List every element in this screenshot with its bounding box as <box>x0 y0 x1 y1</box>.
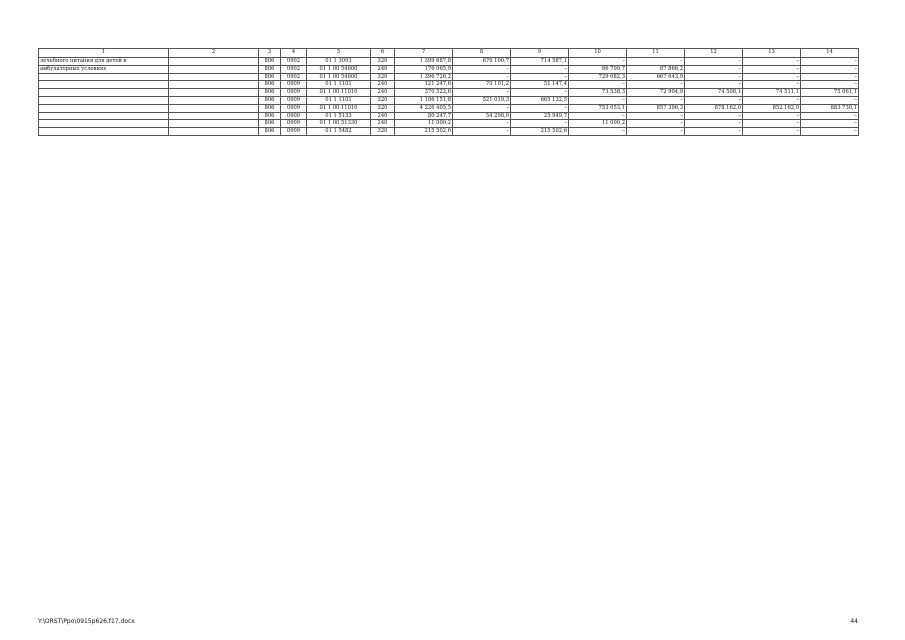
table-cell <box>39 128 169 136</box>
table-cell: 806 <box>259 128 281 136</box>
table-cell <box>169 112 259 120</box>
table-cell <box>169 128 259 136</box>
table-cell: – <box>685 96 743 104</box>
column-number: 5 <box>307 49 371 58</box>
table-cell: 806 <box>259 96 281 104</box>
table-cell: 240 <box>371 112 395 120</box>
table-cell: 86 799,7 <box>569 65 627 73</box>
table-cell: 806 <box>259 104 281 112</box>
table-cell: – <box>743 73 801 81</box>
table-cell <box>169 104 259 112</box>
table-cell <box>39 89 169 97</box>
table-cell: – <box>801 65 859 73</box>
table-cell: 240 <box>371 81 395 89</box>
table-cell: – <box>453 104 511 112</box>
table-cell: 87 866,2 <box>627 65 685 73</box>
table-cell: – <box>511 104 569 112</box>
table-cell: лечебного питания для детей в <box>39 58 169 66</box>
column-number: 9 <box>511 49 569 58</box>
table-row <box>39 128 859 136</box>
table-cell: 70 101,2 <box>453 81 511 89</box>
table-cell: – <box>627 112 685 120</box>
table-row <box>39 96 859 104</box>
table-cell: – <box>453 73 511 81</box>
table-cell: 74 508,1 <box>685 89 743 97</box>
table-cell: – <box>685 73 743 81</box>
table-cell: – <box>511 120 569 128</box>
table-cell: – <box>453 128 511 136</box>
table-cell: – <box>627 81 685 89</box>
column-number: 11 <box>627 49 685 58</box>
table-cell: 01 1 3093 <box>307 58 371 66</box>
table-body <box>39 49 859 136</box>
table-cell: 320 <box>371 128 395 136</box>
table-cell: 01 1 00 54600 <box>307 73 371 81</box>
table-cell: 01 1 5133 <box>307 112 371 120</box>
table-cell: 54 298,0 <box>453 112 511 120</box>
table-row <box>39 81 859 89</box>
table-cell <box>39 112 169 120</box>
table-cell: 11 000,2 <box>395 120 453 128</box>
table-cell <box>39 96 169 104</box>
table-cell: 753 053,1 <box>569 104 627 112</box>
column-number: 6 <box>371 49 395 58</box>
column-number: 2 <box>169 49 259 58</box>
table-cell: 01 1 00 51330 <box>307 120 371 128</box>
table-cell: – <box>569 81 627 89</box>
table-cell: 806 <box>259 65 281 73</box>
table-cell: – <box>685 65 743 73</box>
table-cell: 806 <box>259 89 281 97</box>
table-cell: 01 1 5482 <box>307 128 371 136</box>
table-cell: 215 502,6 <box>511 128 569 136</box>
table-cell: 729 082,3 <box>569 73 627 81</box>
table-cell: 51 147,4 <box>511 81 569 89</box>
table-cell: 80 247,7 <box>395 112 453 120</box>
table-cell: – <box>569 58 627 66</box>
table-cell: – <box>627 120 685 128</box>
table-cell: 806 <box>259 120 281 128</box>
table-cell: 320 <box>371 58 395 66</box>
table-cell: – <box>627 128 685 136</box>
table-cell: 806 <box>259 73 281 81</box>
table-cell: – <box>743 120 801 128</box>
column-number: 7 <box>395 49 453 58</box>
table-cell: 878 162,0 <box>685 104 743 112</box>
table-cell: – <box>801 112 859 120</box>
table-cell: 0909 <box>281 96 307 104</box>
column-number: 3 <box>259 49 281 58</box>
table-cell: 0909 <box>281 112 307 120</box>
table-row <box>39 58 859 66</box>
table-cell <box>39 120 169 128</box>
table-cell: – <box>511 89 569 97</box>
table-cell: 852 162,0 <box>743 104 801 112</box>
table-cell <box>39 104 169 112</box>
table-cell: 806 <box>259 81 281 89</box>
table-cell: 521 019,3 <box>453 96 511 104</box>
table-cell <box>169 89 259 97</box>
column-number: 13 <box>743 49 801 58</box>
table-cell: 73 538,3 <box>569 89 627 97</box>
table-row <box>39 65 859 73</box>
table-cell: – <box>743 96 801 104</box>
table-cell: 883 730,1 <box>801 104 859 112</box>
table-row <box>39 89 859 97</box>
table-cell: – <box>801 58 859 66</box>
table-cell: – <box>511 65 569 73</box>
table-cell: 0902 <box>281 65 307 73</box>
column-number: 8 <box>453 49 511 58</box>
column-number: 10 <box>569 49 627 58</box>
table-cell: 1 396 726,2 <box>395 73 453 81</box>
column-number: 1 <box>39 49 169 58</box>
table-cell: 25 949,7 <box>511 112 569 120</box>
table-cell: – <box>685 128 743 136</box>
table-cell: – <box>743 58 801 66</box>
table-cell: 857 396,3 <box>627 104 685 112</box>
table-cell: 1 399 687,8 <box>395 58 453 66</box>
table-cell: 0909 <box>281 89 307 97</box>
column-number: 4 <box>281 49 307 58</box>
table-cell: 0909 <box>281 128 307 136</box>
table-cell: 0909 <box>281 81 307 89</box>
table-cell: 240 <box>371 120 395 128</box>
file-path: Y:\ORST\Ppo\0915p626.f17.docx <box>38 618 135 625</box>
table-cell: 665 132,5 <box>511 96 569 104</box>
table-cell: 215 502,6 <box>395 128 453 136</box>
table-cell: – <box>627 96 685 104</box>
table-cell: 0909 <box>281 104 307 112</box>
table-cell <box>169 96 259 104</box>
table-cell: 74 511,1 <box>743 89 801 97</box>
page-footer <box>38 618 858 625</box>
table-cell <box>39 81 169 89</box>
column-number-row <box>39 49 859 58</box>
table-cell: 121 247,6 <box>395 81 453 89</box>
table-cell: 320 <box>371 104 395 112</box>
table-cell: – <box>685 81 743 89</box>
table-cell: – <box>743 65 801 73</box>
table-cell: – <box>801 73 859 81</box>
budget-table-page <box>38 48 858 136</box>
table-cell <box>169 81 259 89</box>
table-cell <box>169 65 259 73</box>
table-cell: 0909 <box>281 120 307 128</box>
table-cell: – <box>453 89 511 97</box>
table-row <box>39 104 859 112</box>
table-cell: – <box>685 112 743 120</box>
table-cell: 75 061,1 <box>801 89 859 97</box>
table-cell: – <box>801 120 859 128</box>
table-cell <box>169 73 259 81</box>
column-number: 12 <box>685 49 743 58</box>
table-cell: – <box>685 58 743 66</box>
column-number: 14 <box>801 49 859 58</box>
table-cell <box>39 73 169 81</box>
table-row <box>39 112 859 120</box>
table-cell: – <box>801 128 859 136</box>
table-cell: 01 1 00 54600 <box>307 65 371 73</box>
table-cell: 370 522,6 <box>395 89 453 97</box>
table-cell: 72 904,9 <box>627 89 685 97</box>
table-cell: 320 <box>371 73 395 81</box>
table-cell: – <box>685 120 743 128</box>
table-cell: – <box>569 112 627 120</box>
table-cell: 714 587,1 <box>511 58 569 66</box>
table-cell: – <box>511 73 569 81</box>
table-cell: – <box>569 128 627 136</box>
table-cell: – <box>743 112 801 120</box>
table-cell: 01 1 00 11010 <box>307 89 371 97</box>
table-cell: 0902 <box>281 73 307 81</box>
table-cell: – <box>453 65 511 73</box>
table-cell: 806 <box>259 112 281 120</box>
table-cell: 176 065,9 <box>395 65 453 73</box>
table-cell: 240 <box>371 89 395 97</box>
table-cell: 320 <box>371 96 395 104</box>
table-cell: 4 226 405,5 <box>395 104 453 112</box>
budget-table <box>38 48 859 136</box>
table-cell: 01 1 00 11010 <box>307 104 371 112</box>
table-cell: 240 <box>371 65 395 73</box>
table-cell: 667 643,9 <box>627 73 685 81</box>
table-cell: 1 186 151,8 <box>395 96 453 104</box>
table-cell: 676 100,7 <box>453 58 511 66</box>
table-cell <box>169 58 259 66</box>
table-cell: – <box>569 96 627 104</box>
table-cell: 01 1 1101 <box>307 96 371 104</box>
table-cell: – <box>627 58 685 66</box>
table-row <box>39 73 859 81</box>
table-cell <box>169 120 259 128</box>
table-cell: 01 1 1101 <box>307 81 371 89</box>
table-cell: амбулаторных условиях <box>39 65 169 73</box>
table-cell: – <box>801 81 859 89</box>
table-cell: 806 <box>259 58 281 66</box>
table-cell: – <box>801 96 859 104</box>
table-cell: – <box>743 81 801 89</box>
table-cell: – <box>743 128 801 136</box>
table-cell: 11 000,2 <box>569 120 627 128</box>
table-cell: 0902 <box>281 58 307 66</box>
table-cell: – <box>453 120 511 128</box>
table-row <box>39 120 859 128</box>
page-number: 44 <box>850 618 858 625</box>
